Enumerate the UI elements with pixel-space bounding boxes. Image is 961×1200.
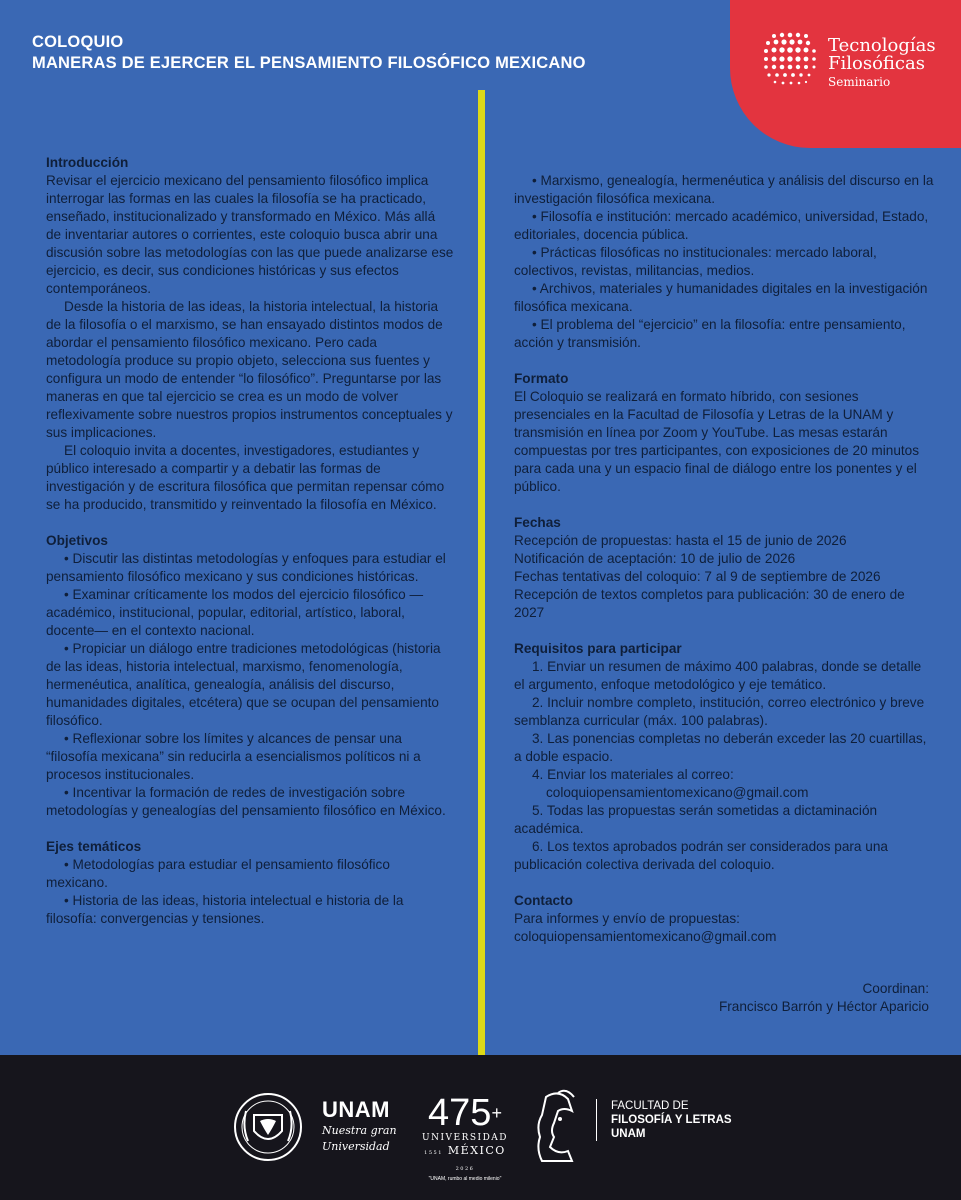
dot-sphere-icon xyxy=(762,32,818,88)
ejes-section xyxy=(46,838,454,928)
ejes-heading: Ejes temáticos xyxy=(46,839,142,854)
requisito-item: 6. Los textos aprobados podrán ser considerados para una publicación colectiva derivada del coloquio. xyxy=(514,839,888,872)
poster-title xyxy=(32,32,586,74)
anniv-universidad: UNIVERSIDAD xyxy=(422,1133,509,1143)
left-column xyxy=(46,154,454,928)
objetivo-item: • Discutir las distintas metodologías y enfoques para estudiar el pensamiento filosófico mexicano y sus condiciones históricas. xyxy=(46,551,446,584)
eje-item: • Filosofía e institución: mercado académico, universidad, Estado, editoriales, docencia pública. xyxy=(514,209,929,242)
ffl-line-3: UNAM xyxy=(611,1128,646,1140)
contacto-text: Para informes y envío de propuestas: xyxy=(514,911,740,926)
objetivos-section xyxy=(46,532,454,820)
fechas-section xyxy=(514,514,934,622)
fechas-heading: Fechas xyxy=(514,515,561,530)
introduccion-paragraph: Revisar el ejercicio mexicano del pensamiento filosófico implica interrogar las formas en las cuales la filosofía se ha practicado, enseñado, institucionalizado y transformado en México. Más allá de inventariar autores o corrientes, este coloquio busca abrir una discusión sobre las metodologías con las que puede analizarse ese ejercicio, es decir, sus condiciones históricas y sus efectos contemporáneos. xyxy=(46,173,454,296)
contacto-email[interactable]: coloquiopensamientomexicano@gmail.com xyxy=(514,929,777,944)
eje-item: • Metodologías para estudiar el pensamiento filosófico mexicano. xyxy=(46,857,390,890)
introduccion-section xyxy=(46,154,454,514)
eje-item: • Prácticas filosóficas no institucionales: mercado laboral, colectivos, revistas, militancias, medios. xyxy=(514,245,877,278)
contacto-section xyxy=(514,892,934,946)
title-line-2: MANERAS DE EJERCER EL PENSAMIENTO FILOSÓFICO MEXICANO xyxy=(32,54,586,72)
objetivo-item: • Propiciar un diálogo entre tradiciones metodológicas (historia de las ideas, historia intelectual, marxismo, fenomenología, hermenéutica, analítica, genealogía, análisis del discurso, humanidades digitales, etcétera) que se ocupan del pensamiento filosófico. xyxy=(46,641,441,728)
introduccion-paragraph: El coloquio invita a docentes, investigadores, estudiantes y público interesado a compartir y a debatir las formas de investigación y de escritura filosófica que permitan repensar cómo se ha producido, transmitido y reinventado la filosofía en México. xyxy=(46,443,445,512)
right-column xyxy=(514,172,934,946)
contacto-heading: Contacto xyxy=(514,893,573,908)
brand-line-3: Seminario xyxy=(828,75,891,89)
coordinan-names: Francisco Barrón y Héctor Aparicio xyxy=(718,999,929,1014)
anniv-mexico: MÉXICO xyxy=(447,1144,506,1157)
fecha-line: Notificación de aceptación: 10 de julio de 2026 xyxy=(514,551,796,566)
fecha-line: Fechas tentativas del coloquio: 7 al 9 de septiembre de 2026 xyxy=(514,569,881,584)
requisito-item: 4. Enviar los materiales al correo: xyxy=(532,767,734,782)
eje-item: • Historia de las ideas, historia intelectual e historia de la filosofía: convergencias y tensiones. xyxy=(46,893,404,926)
requisito-item: 1. Enviar un resumen de máximo 400 palabras, donde se detalle el argumento, enfoque metodológico y eje temático. xyxy=(514,659,922,692)
formato-section xyxy=(514,370,934,496)
anniv-year-1: 1551 xyxy=(424,1150,443,1156)
footer-logos xyxy=(0,1055,961,1200)
objetivos-heading: Objetivos xyxy=(46,533,108,548)
eje-item: • Marxismo, genealogía, hermenéutica y análisis del discurso en la investigación filosófica mexicana. xyxy=(514,173,934,206)
anniv-plus: + xyxy=(491,1103,502,1123)
coordinan-label: Coordinan: xyxy=(862,981,929,996)
ejes-continued xyxy=(514,172,934,352)
anniv-motto: "UNAM, rumbo al medio milenio" xyxy=(428,1176,502,1182)
brand-line-1: Tecnologías xyxy=(828,35,936,56)
brand-line-2: Filosóficas xyxy=(828,53,925,74)
objetivo-item: • Examinar críticamente los modos del ejercicio filosófico —académico, institucional, popular, editorial, artístico, laboral, docente— en el contexto nacional. xyxy=(46,587,424,638)
introduccion-paragraph: Desde la historia de las ideas, la historia intelectual, la historia de la filosofía o el marxismo, se han ensayado distintos modos de abordar el pensamiento filosófico mexicano. Pero cada metodología produce su propio objeto, selecciona sus fuentes y configura un modo de entender “lo filosófico”. Preguntarse por las maneras en que tal ejercicio se crea es un modo de volver reflexivamente sobre nuestros propios instrumentos conceptuales y sus implicaciones. xyxy=(46,299,453,440)
fecha-line: Recepción de propuestas: hasta el 15 de junio de 2026 xyxy=(514,533,847,548)
fecha-line: Recepción de textos completos para publicación: 30 de enero de 2027 xyxy=(514,587,905,620)
requisito-item: 5. Todas las propuestas serán sometidas a dictaminación académica. xyxy=(514,803,878,836)
unam-slogan-1: Nuestra gran xyxy=(322,1124,397,1137)
athena-head-icon xyxy=(528,1089,586,1165)
unam-slogan-2: Universidad xyxy=(322,1140,390,1153)
formato-text: El Coloquio se realizará en formato híbrido, con sesiones presenciales en la Facultad de Filosofía y Letras de la UNAM y transmisión en línea por Zoom y YouTube. Las mesas estarán compuestas por tres participantes, con exposiciones de 20 minutos para cada una y un espacio final de diálogo entre los ponentes y el público. xyxy=(514,389,920,494)
introduccion-heading: Introducción xyxy=(46,155,129,170)
unam-shield-icon xyxy=(234,1091,302,1163)
seminar-brand-badge xyxy=(730,0,961,148)
column-divider xyxy=(478,90,485,1055)
coordinadores xyxy=(719,980,929,1016)
formato-heading: Formato xyxy=(514,371,569,386)
ffl-line-1: FACULTAD DE xyxy=(611,1100,689,1112)
requisito-email[interactable]: coloquiopensamientomexicano@gmail.com xyxy=(546,785,809,800)
unam-wordmark: UNAM xyxy=(322,1097,390,1122)
ffl-logo xyxy=(596,1099,732,1141)
anniv-number: 475 xyxy=(428,1092,492,1134)
objetivo-item: • Reflexionar sobre los límites y alcances de pensar una “filosofía mexicana” sin reducirla a esencialismos políticos ni a procesos institucionales. xyxy=(46,731,421,782)
eje-item: • Archivos, materiales y humanidades digitales en la investigación filosófica mexicana. xyxy=(514,281,928,314)
brand-text xyxy=(828,37,936,89)
ffl-line-2: FILOSOFÍA Y LETRAS xyxy=(611,1114,732,1126)
eje-item: • El problema del “ejercicio” en la filosofía: entre pensamiento, acción y transmisión. xyxy=(514,317,906,350)
anniversary-475-logo xyxy=(422,1093,508,1183)
requisito-item: 3. Las ponencias completas no deberán exceder las 20 cuartillas, a doble espacio. xyxy=(514,731,927,764)
title-line-1: COLOQUIO xyxy=(32,33,124,51)
requisitos-heading: Requisitos para participar xyxy=(514,641,682,656)
objetivo-item: • Incentivar la formación de redes de investigación sobre metodologías y genealogías del pensamiento filosófico en México. xyxy=(46,785,446,818)
anniv-year-2: 2026 xyxy=(455,1166,475,1172)
unam-logo xyxy=(322,1099,397,1153)
requisitos-section xyxy=(514,640,934,874)
requisito-item: 2. Incluir nombre completo, institución, correo electrónico y breve semblanza curricular (máx. 100 palabras). xyxy=(514,695,925,728)
